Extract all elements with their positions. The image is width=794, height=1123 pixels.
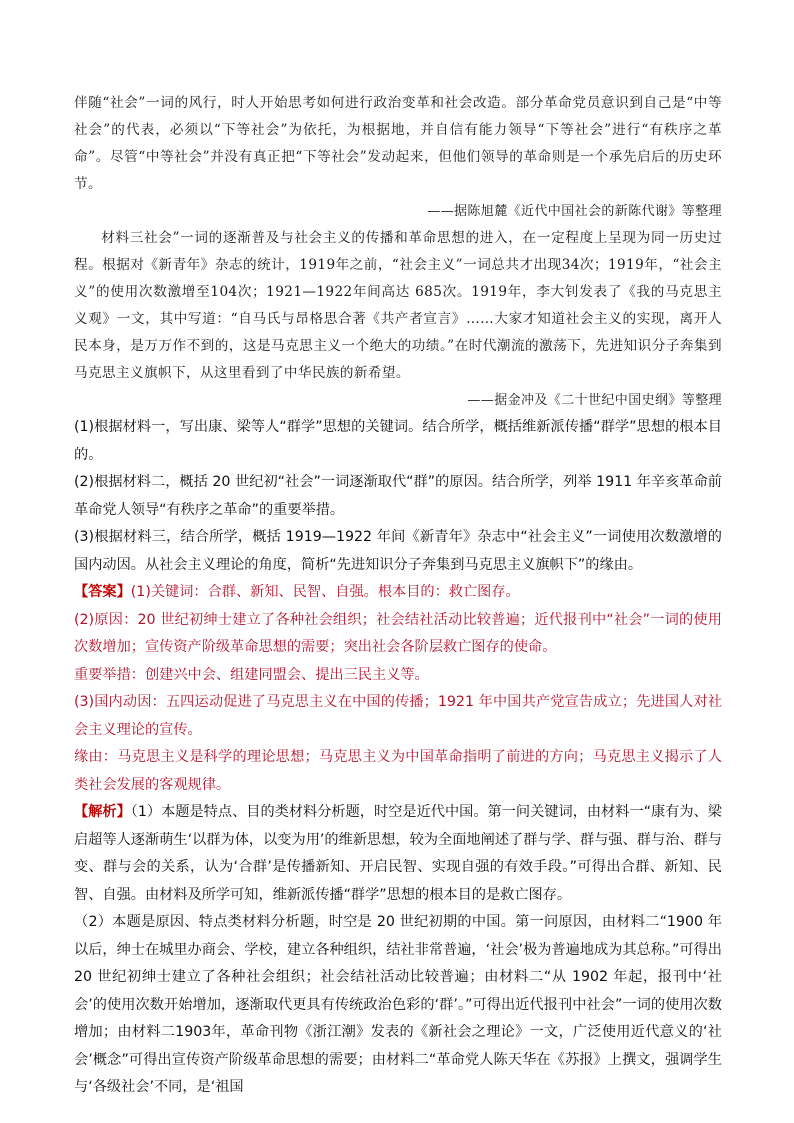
questions-block [74,414,722,579]
answer-3-reason: 缘由：马克思主义是科学的理论思想；马克思主义为中国革命指明了前进的方向；马克思主义揭示了人类社会发展的客观规律。 [74,749,722,793]
analysis-1-line [74,799,722,909]
answer-tag: 【答案】 [74,584,131,600]
analysis-1: （1）本题是特点、目的类材料分析题，时空是近代中国。第一问关键词，由材料一“康有为、梁启超等人逐渐萌生‘以群为体，以变为用’的维新思想，较为全面地阐述了群与学、群与强、群与治、群与变、群与会的关系，认为‘合群’是传播新知、开启民智、实现自强的有效手段。”可得出合群、新知、民智、自强。由材料及所学可知，维新派传播“群学”思想的根本目的是救亡图存。 [74,804,722,903]
material-block [74,90,722,414]
answer-1: (1)关键词：合群、新知、民智、自强。根本目的：救亡图存。 [130,584,520,600]
question-3: (3)根据材料三，结合所学，概括 1919—1922 年间《新青年》杂志中“社会主义”一词使用次数激增的国内动因。从社会主义理论的角度，简析“先进知识分子奔集到马克思主义旗帜下”的缘由。 [74,529,722,573]
document-page [74,90,722,1102]
source-citation-2: ——据陈旭麓《近代中国社会的新陈代谢》等整理 [427,204,722,219]
analysis-2: （2）本题是原因、特点类材料分析题，时空是 20 世纪初期的中国。第一问原因，由材料二“1900 年以后，绅士在城里办商会、学校，建立各种组织，结社非常普遍，‘社会’极为普遍地成为其总称。”可得出 20 世纪初绅士建立了各种社会组织；社会结社活动比较普遍；由材料二“从 1902 年起，报刊中‘社会’的使用次数开始增加，逐渐取代更具有传统政治色彩的‘群’。”可得出近代报刊中社会”一词的使用次数增加；由材料二1903年，革命刊物《浙江潮》发表的《新社会之理论》一文，广泛使用近代意义的‘社会’概念”可得出宣传资产阶级革命思想的需要；由材料二“革命党人陈天华在《苏报》上撰文，强调学生与‘各级社会’不同，是‘祖国 [74,914,722,1095]
question-1: (1)根据材料一，写出康、梁等人“群学”思想的关键词。结合所学，概括维新派传播“群学”思想的根本目的。 [74,419,722,463]
answer-1-line [74,579,722,607]
answer-block [74,579,722,799]
source-citation-3: ——据金冲及《二十世纪中国史纲》等整理 [467,393,722,408]
analysis-tag: 【解析】 [74,804,131,820]
answer-2: (2)原因：20 世纪初绅士建立了各种社会组织；社会结社活动比较普遍；近代报刊中“社会”一词的使用次数增加；宣传资产阶级革命思想的需要；突出社会各阶层救亡图存的使命。 [74,611,722,655]
material3-paragraph: 材料三社会”一词的逐渐普及与社会主义的传播和革命思想的进入，在一定程度上呈现为同一历史过程。根据对《新青年》杂志的统计，1919年之前，“社会主义”一词总共才出现34次；1919年，“社会主义”的使用次数激增至104次；1921—1922年间高达 685次。1919年，李大钊发表了《我的马克思主义观》一文，其中写道：“自马氏与昂格思合著《共产者宣言》……大家才知道社会主义的实现，离开人民本身，是万万作不到的，这是马克思主义一个绝大的功绩。”在时代潮流的激荡下，先进知识分子奔集到马克思主义旗帜下，从这里看到了中华民族的新希望。 [74,230,722,381]
question-2: (2)根据材料二，概括 20 世纪初“社会”一词逐渐取代“群”的原因。结合所学，列举 1911 年辛亥革命前革命党人领导“有秩序之革命”的重要举措。 [74,474,722,518]
analysis-block [74,799,722,1102]
material2-paragraph: 伴随“社会”一词的风行，时人开始思考如何进行政治变革和社会改造。部分革命党员意识到自己是“中等社会”的代表，必须以“下等社会”为依托，为根据地，并自信有能力领导“下等社会”进行“有秩序之革命”。尽管“中等社会”并没有真正把“下等社会”发动起来，但他们领导的革命则是一个承先启后的历史环节。 [74,95,722,192]
answer-3: (3)国内动因：五四运动促进了马克思主义在中国的传播；1921 年中国共产党宣告成立；先进国人对社会主义理论的宣传。 [74,694,722,738]
answer-2-measures: 重要举措：创建兴中会、组建同盟会、提出三民主义等。 [74,666,429,683]
